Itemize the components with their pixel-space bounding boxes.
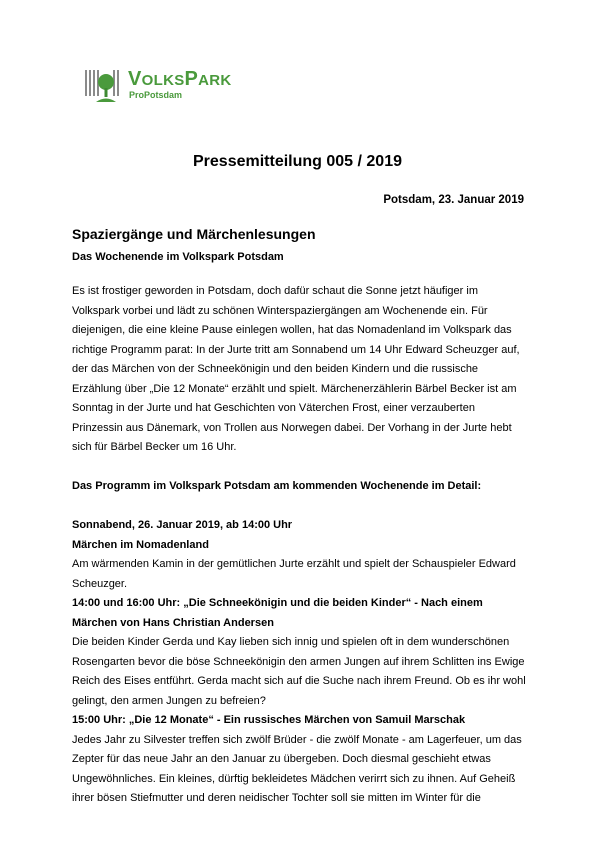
logo-subtitle: ProPotsdam: [129, 90, 183, 100]
headline: Spaziergänge und Märchenlesungen: [72, 226, 316, 242]
saturday-venue: Märchen im Nomadenland: [72, 538, 209, 551]
event2-desc-line: Ungewöhnliches. Ein kleines, dürftig bekleidetes Mädchen verirrt sich zu ihnen. Auf Geheiß: [72, 772, 516, 785]
saturday-date: Sonnabend, 26. Januar 2019, ab 14:00 Uhr: [72, 519, 293, 531]
intro-line: richtige Programm parat: In der Jurte tritt am Sonnabend um 14 Uhr Edward Scheuzger auf,: [72, 343, 520, 356]
event2-title: 15:00 Uhr: „Die 12 Monate“ - Ein russisches Märchen von Samuil Marschak: [72, 714, 466, 726]
volkspark-logo: [84, 66, 254, 106]
event1-title-line: 14:00 und 16:00 Uhr: „Die Schneekönigin und die beiden Kinder“ - Nach einem: [72, 597, 483, 609]
program-heading: Das Programm im Volkspark Potsdam am kommenden Wochenende im Detail:: [72, 480, 482, 492]
subheadline: Das Wochenende im Volkspark Potsdam: [72, 251, 284, 263]
intro-line: diejenigen, die eine kleine Pause einlegen wollen, hat das Nomadenland im Volkspark das: [72, 324, 512, 336]
event1-desc-line: Die beiden Kinder Gerda und Kay lieben sich innig und spielen oft in dem wunderschönen: [72, 636, 510, 648]
event2-desc-line: Jedes Jahr zu Silvester treffen sich zwölf Brüder - die zwölf Monate - am Lagerfeuer, um das: [72, 733, 522, 746]
event2-desc-line: ihrer bösen Stiefmutter und deren neidischer Tochter soll sie mitten im Winter für die: [72, 792, 481, 804]
event1-desc-line: Rosengarten bevor die böse Schneekönigin den armen Jungen auf ihrem Schlitten ins Ewige: [72, 655, 525, 668]
body-text: [72, 282, 532, 809]
event1-desc-line: Reich des Eises entführt. Gerda macht sich auf die Suche nach ihrem Freund. Ob es ihr wohl: [72, 675, 526, 687]
saturday-desc-line: Scheuzger.: [72, 577, 128, 590]
intro-line: Erzählung über „Die 12 Monate“ erzählt und spielt. Märchenerzählerin Bärbel Becker ist am: [72, 382, 517, 395]
intro-line: Sonntag in der Jurte und hat Geschichten von Väterchen Frost, einer verzauberten: [72, 402, 475, 414]
intro-line: Es ist frostiger geworden in Potsdam, doch dafür schaut die Sonne jetzt häufiger im: [72, 285, 478, 297]
press-release-title: Pressemitteilung 005 / 2019: [193, 153, 402, 170]
dateline: Potsdam, 23. Januar 2019: [383, 194, 524, 206]
event2-desc-line: Zepter für das neue Jahr an den Januar zu übergeben. Doch diesmal geschieht etwas: [72, 753, 491, 765]
intro-line: sich für Bärbel Becker um 16 Uhr.: [72, 441, 237, 453]
intro-line: Prinzessin aus Dänemark, von Trollen aus Norwegen dabei. Der Vorhang in der Jurte hebt: [72, 421, 512, 434]
event1-title-line: Märchen von Hans Christian Andersen: [72, 616, 274, 629]
event1-desc-line: gelingt, den armen Jungen zu befreien?: [72, 694, 266, 707]
intro-line: Volkspark vorbei und lädt zu schönen Winterspaziergängen am Wochenende ein. Für: [72, 304, 488, 317]
logo-wordmark: VOLKSPARK: [128, 68, 232, 90]
intro-line: der das Märchen von der Schneekönigin und den beiden Kindern und die russische: [72, 363, 479, 375]
volkspark-tree-logo-icon: [84, 68, 122, 104]
saturday-desc-line: Am wärmenden Kamin in der gemütlichen Jurte erzählt und spielt der Schauspieler Edward: [72, 558, 516, 570]
